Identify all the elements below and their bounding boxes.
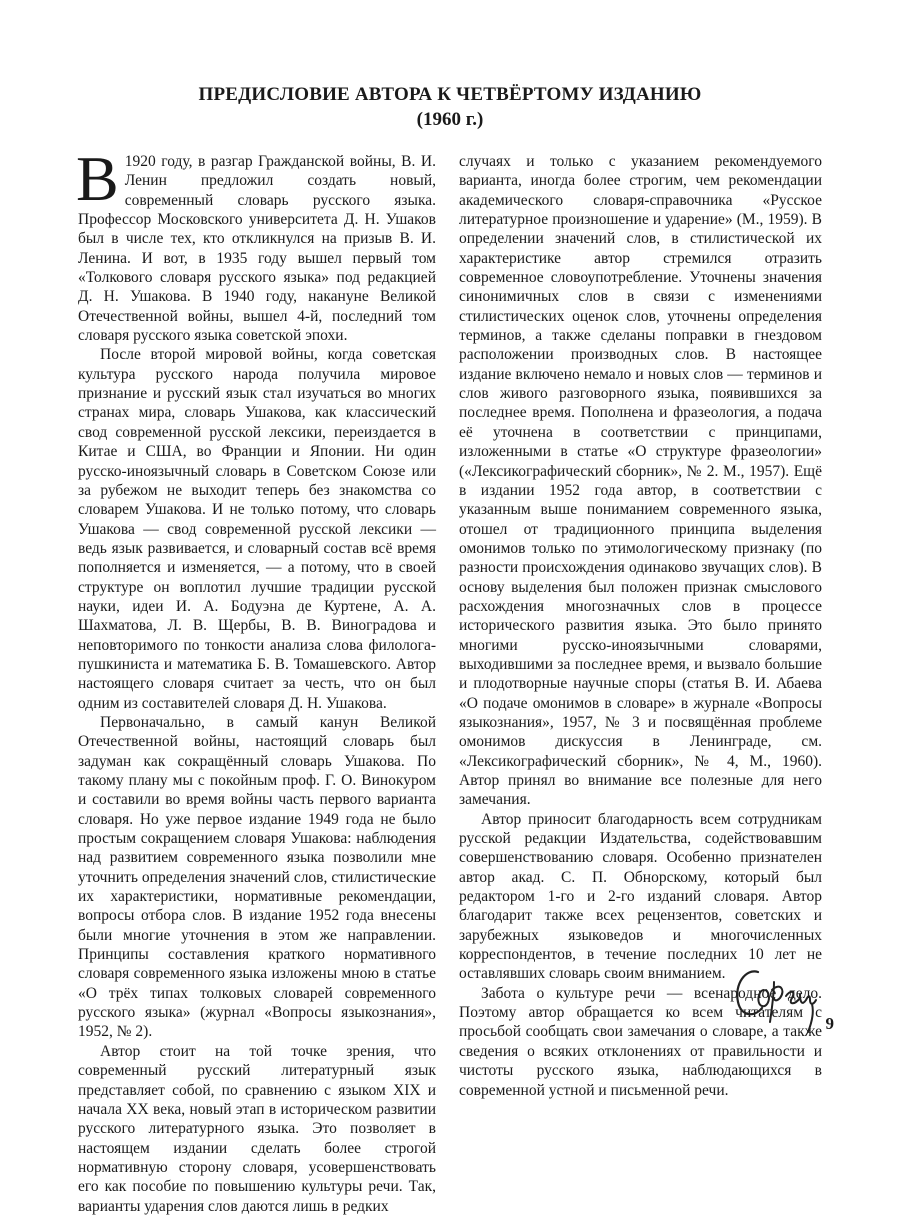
paragraph-4: Автор стоит на той точке зрения, что современный русский литературный язык представляет собой, по сравнению с языком XIX и начала XX века, новый этап в историческом развитии русского литературного языка. Это позволяет в настоящем издании сделать более строгой нормативную сторону словаря, усовершенствовать его как пособие по повышению культуры речи. Так, варианты ударения слов даются лишь в редких [78, 1042, 436, 1215]
paragraph-3: Первоначально, в самый канун Великой Отечественной войны, настоящий словарь был задуман как сокращённый словарь Ушакова. По такому плану мы с покойным проф. Г. О. Винокуром и составили во время войны часть первого варианта словаря. Но уже первое издание 1949 года не было простым сокращением словаря Ушакова: наблюдения над развитием современного языка позволили мне уточнить определения значений слов, стилистические их характеристики, нормативные рекомендации, вопросы отбора слов. В издание 1952 года внесены были многие уточнения в этом же направлении. Принципы составления краткого нормативного словаря современного языка изложены мною в статье «О трёх типах толковых словарей современного русского языка» (журнал «Вопросы языкознания», 1952, № 2). [78, 713, 436, 1041]
drop-cap: В [76, 143, 119, 214]
author-signature [728, 960, 838, 1050]
paragraph-5: случаях и только с указанием рекомендуемого варианта, иногда более строгим, чем рекомендации академического словаря-справочника «Русское литературное произношение и ударение» (М., 1959). В определении значений слов, в стилистической их характеристике автор стремился отразить современное словоупотребление. Уточнены значения синонимичных слов в связи с изменениями стилистических оценок слов, уточнены определения терминов, а также сделаны поправки в гнездовом расположении производных слов. В настоящее издание включено немало и новых слов — терминов и слов живого разговорного языка, появившихся за последнее время. Пополнена и фразеология, а подача её уточнена в соответствии с принципами, изложенными в статье «О структуре фразеологии» («Лексикографический сборник», № 2. М., 1957). Ещё в издании 1952 года автор, в соответствии с указанным выше пониманием современного языка, отошел от традиционного принципа выделения омонимов только по этимологическому признаку (по разности происхождения одинаково звучащих слов). В основу выделения был положен признак смыслового расхождения многозначных слов в процессе исторического развития языка. Это было принято многими русско-иноязычными словарями, выходившими за последнее время, и вызвало большие и плодотворные научные споры (статья В. И. Абаева «О подаче омонимов в словаре» в журнале «Вопросы языкознания», 1957, № 3 и посвящённая проблеме омонимов дискуссия в Ленинграде, см. «Лексикографический сборник», № 4, М., 1960). Автор принял во внимание все полезные для него замечания. [459, 153, 822, 809]
edition-year: (1960 г.) [416, 109, 484, 130]
page-number: 9 [825, 1014, 834, 1033]
paragraph-2: После второй мировой войны, когда советская культура русского народа получила мировое признание и русский язык стал изучаться во многих странах мира, словарь Ушакова, как классический свод современной русской лексики, переиздается в Китае и США, во Франции и Японии. Ни один русско-иноязычный словарь в Советском Союзе или за рубежом не выходит теперь без знакомства со словарем Ушакова. И не только потому, что словарь Ушакова — свод современной русской лексики — ведь язык развивается, и словарный состав всё время пополняется и изменяется, — а потому, что в своей структуре он воплотил лучшие традиции русской науки, идеи И. А. Бодуэна де Куртене, А. А. Шахматова, Л. В. Щербы, В. В. Виноградова и неповторимого по тонкости анализа слова филолога-пушкиниста и математика Б. В. Томашевского. Автор настоящего словаря считает за честь, что он был одним из составителей словаря Д. Н. Ушакова. [78, 346, 436, 712]
paragraph-1-text: 1920 году, в разгар Гражданской войны, В. И. Ленин предложил создать новый, современный словарь русского языка. Профессор Московского университета Д. Н. Ушаков был в числе тех, кто откликнулся на призыв В. И. Ленина. И вот, в 1935 году вышел первый том «Толкового словаря русского языка» под редакцией Д. Н. Ушакова. В 1940 году, накануне Великой Отечественной войны, вышел 4-й, последний том словаря русского языка советской эпохи. [78, 153, 436, 345]
paragraph-6: Автор приносит благодарность всем сотрудникам русской редакции Издательства, содействовавшим совершенствованию словаря. Особенно признателен автор акад. С. П. Обнорскому, который был редактором 1-го и 2-го изданий словаря. Автор благодарит также всех рецензентов, советских и зарубежных языковедов и многочисленных корреспондентов, в течение последних 10 лет не оставлявших словарь своим вниманием. [459, 810, 822, 983]
paragraph-7: Забота о культуре речи — всенародное дело. Поэтому автор обращается ко всем читателям с просьбой сообщать свои замечания о словаре, а также сведения о всяких отклонениях от правильности и чистоты русского языка, наблюдающихся в современной устной и письменной речи. [459, 984, 822, 1099]
left-column [76, 143, 436, 1216]
right-column [459, 152, 822, 1100]
paragraph-1 [76, 143, 436, 345]
page-title: ПРЕДИСЛОВИЕ АВТОРА К ЧЕТВЁРТОМУ ИЗДАНИЮ [198, 84, 702, 105]
